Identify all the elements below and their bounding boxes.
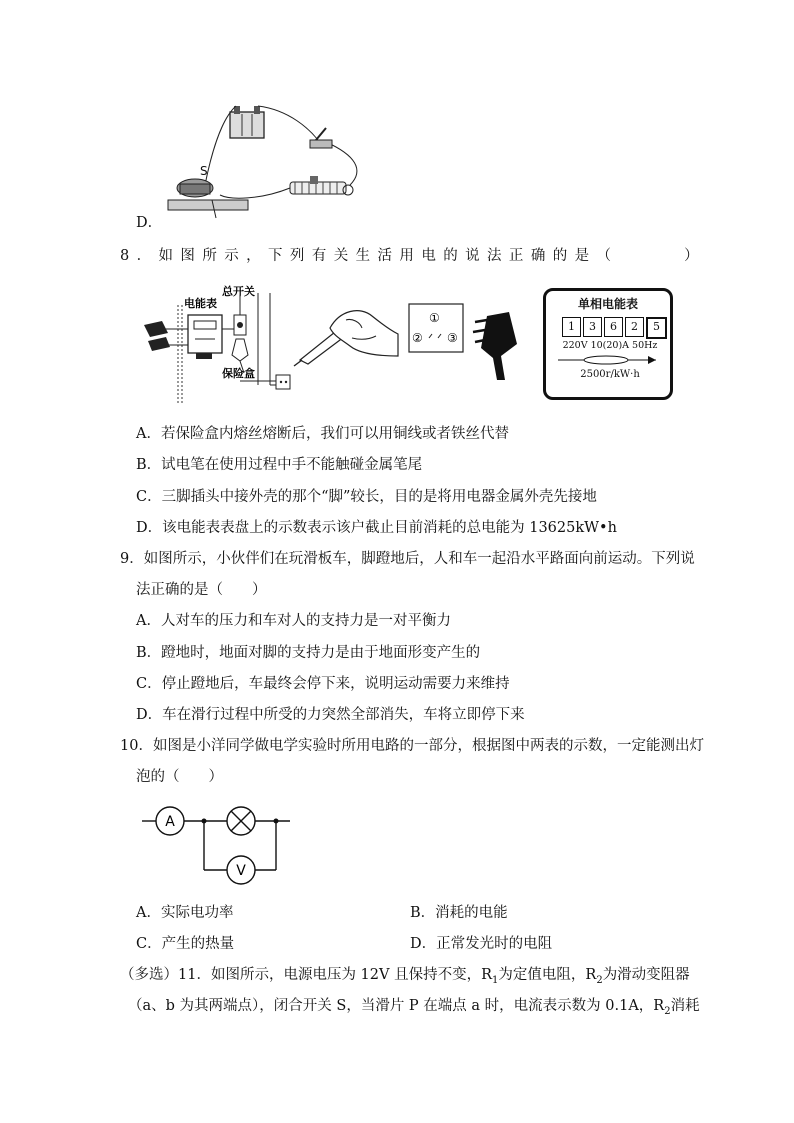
switch-label-s: S: [200, 164, 208, 178]
q9-option-a[interactable]: A．人对车的压力和车对人的支持力是一对平衡力: [136, 613, 451, 629]
q11-stem-line1: [120, 965, 690, 991]
ammeter-label: A: [165, 814, 175, 830]
q11-text: （a、b 为其两端点），闭合开关 S，当滑片 P 在端点 a 时，电流表示数为 0.1A，R: [128, 998, 665, 1014]
q9-option-d[interactable]: D．车在滑行过程中所受的力突然全部消失，车将立即停下来: [136, 707, 525, 723]
socket-mark-1: ①: [429, 311, 440, 325]
wall-socket-icon: [276, 375, 290, 389]
electric-meter-icon: [188, 315, 222, 359]
meter-digit: 3: [583, 317, 602, 337]
lamp-icon: [227, 807, 255, 835]
socket-mark-3: ③: [447, 331, 458, 345]
q9-stem-line2: 法正确的是（ ）: [136, 582, 267, 598]
q8-figure-test-pen: [290, 300, 400, 370]
q8-option-b[interactable]: B．试电笔在使用过程中手不能触碰金属笔尾: [136, 457, 423, 473]
hand-icon: [330, 311, 398, 356]
q8-option-a[interactable]: A．若保险盒内熔丝熔断后，我们可以用铜线或者铁丝代替: [136, 426, 509, 442]
meter-digit-window: [562, 317, 667, 339]
q8-option-c[interactable]: C．三脚插头中接外壳的那个“脚”较长，目的是将用电器金属外壳先接地: [136, 489, 597, 505]
meter-digit: 2: [625, 317, 644, 337]
q11-text: 消耗: [670, 998, 700, 1014]
q10-option-c[interactable]: C．产生的热量: [136, 936, 235, 952]
subscript: 2: [664, 1005, 671, 1017]
meter-spec: 220V 10(20)A 50Hz: [562, 340, 658, 351]
subscript: 2: [596, 974, 603, 986]
q9-option-c[interactable]: C．停止蹬地后，车最终会停下来，说明运动需要力来维持: [136, 676, 510, 692]
q10-option-d[interactable]: D．正常发光时的电阻: [410, 936, 553, 952]
meter-rate: 2500r/kW·h: [580, 369, 640, 380]
battery-icon: [230, 106, 264, 138]
q8-option-d[interactable]: D．该电能表表盘上的示数表示该户截止目前消耗的总电能为 13625kW•h: [136, 520, 617, 536]
meter-digit: 1: [562, 317, 581, 337]
meter-digit-decimal: 5: [646, 317, 667, 339]
knife-switch-icon: [310, 128, 332, 148]
main-switch-label: 总开关: [222, 285, 255, 298]
q11-text: 为滑动变阻器: [602, 967, 690, 983]
q7-circuit-figure: [150, 100, 380, 220]
three-hole-socket-icon: [409, 304, 463, 352]
q10-stem-line1: 10．如图是小洋同学做电学实验时所用电路的一部分，根据图中两表的示数，一定能测出灯: [120, 738, 704, 754]
rheostat-icon: [290, 176, 353, 195]
q8-stem: 8．如图所示，下列有关生活用电的说法正确的是（ ）: [120, 248, 707, 264]
q10-stem-line2: 泡的（ ）: [136, 769, 223, 785]
fuse-box-label: 保险盒: [222, 367, 255, 380]
q8-figure-socket-plug: [405, 300, 525, 382]
ammeter-icon: [156, 807, 184, 835]
q9-stem-line1: 9．如图所示，小伙伴们在玩滑板车，脚蹬地后，人和车一起沿水平路面向前运动。下列说: [120, 551, 695, 567]
meter-digit: 6: [604, 317, 623, 337]
q8-figure-household-circuit: [140, 285, 300, 410]
q11-text: 为定值电阻，R: [498, 967, 597, 983]
q11-text: （多选）11．如图所示，电源电压为 12V 且保持不变，R: [120, 967, 493, 983]
meter-disc-arrow-icon: [556, 353, 660, 367]
q8-figure-energy-meter: [543, 288, 673, 400]
meter-title: 单相电能表: [577, 297, 638, 311]
subscript: 1: [492, 974, 499, 986]
q9-option-b[interactable]: B．蹬地时，地面对脚的支持力是由于地面形变产生的: [136, 645, 481, 661]
socket-mark-2: ②: [412, 331, 423, 345]
meter-label: 电能表: [184, 297, 217, 310]
main-switch-icon: [234, 315, 246, 335]
voltmeter-icon: [227, 856, 255, 884]
insulator-icon: [144, 321, 170, 351]
q7-option-d[interactable]: D．: [136, 215, 163, 231]
three-pin-plug-icon: [473, 312, 517, 380]
q10-circuit-diagram: [140, 800, 300, 890]
q10-option-a[interactable]: A．实际电功率: [136, 905, 234, 921]
voltmeter-label: V: [236, 863, 246, 879]
q10-option-b[interactable]: B．消耗的电能: [410, 905, 508, 921]
q11-stem-line2: [128, 996, 700, 1022]
